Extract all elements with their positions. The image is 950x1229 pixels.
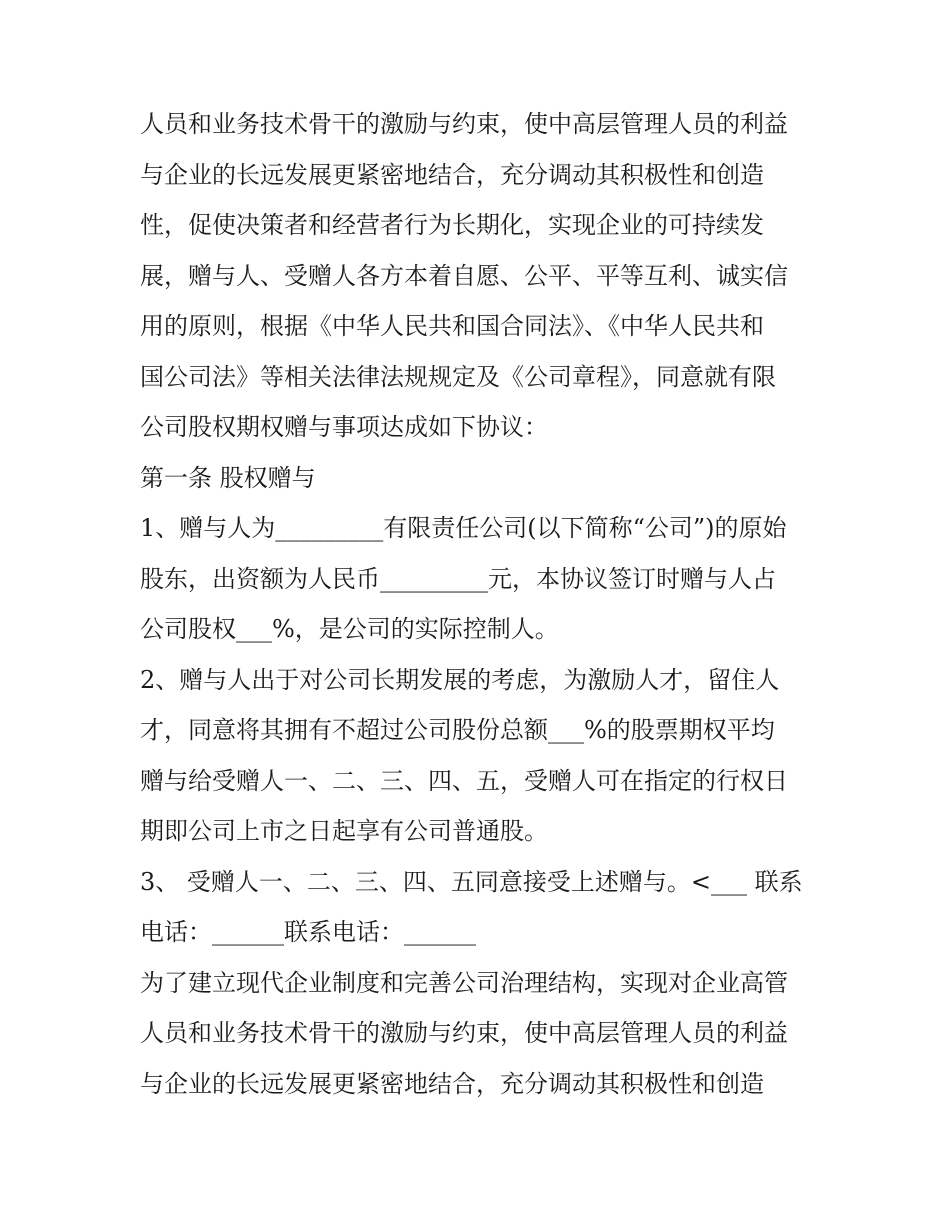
text-line: 国公司法》等相关法律法规规定及《公司章程》，同意就有限	[140, 362, 776, 391]
clause-2-line: 赠与给受赠人一、二、三、四、五，受赠人可在指定的行权日	[140, 766, 788, 795]
contact-line: 电话：______联系电话：______	[140, 918, 476, 946]
text-line: 性，促使决策者和经营者行为长期化，实现企业的可持续发	[140, 211, 764, 239]
clause-1-line: 股东，出资额为人民币_________元，本协议签订时赠与人占	[140, 564, 776, 593]
text-line: 用的原则，根据《中华人民共和国合同法》、《中华人民共和	[140, 312, 764, 340]
text-line: 人员和业务技术骨干的激励与约束，使中高层管理人员的利益	[140, 110, 788, 138]
clause-2-line: 期即公司上市之日起享有公司普通股。	[140, 817, 548, 845]
text-line: 展，赠与人、受赠人各方本着自愿、公平、平等互利、诚实信	[140, 261, 788, 290]
text-line: 与企业的长远发展更紧密地结合，充分调动其积极性和创造	[140, 1069, 764, 1098]
text-line: 与企业的长远发展更紧密地结合，充分调动其积极性和创造	[140, 160, 764, 189]
article-heading: 第一条 股权赠与	[140, 463, 316, 492]
clause-2-line: 2、赠与人出于对公司长期发展的考虑，为激励人才，留住人	[140, 665, 780, 694]
text-line: 为了建立现代企业制度和完善公司治理结构，实现对企业高管	[140, 968, 788, 997]
clause-1-line: 公司股权___%，是公司的实际控制人。	[140, 615, 559, 643]
clause-1-line: 1、赠与人为_________有限责任公司(以下简称“公司”)的原始	[140, 514, 787, 542]
text-line: 人员和业务技术骨干的激励与约束，使中高层管理人员的利益	[140, 1019, 788, 1047]
text-line: 公司股权期权赠与事项达成如下协议：	[140, 413, 548, 441]
document-body	[140, 99, 820, 1109]
clause-3-line: 3、 受赠人一、二、三、四、五同意接受上述赠与。<___ 联系	[140, 867, 803, 896]
clause-2-line: 才，同意将其拥有不超过公司股份总额___%的股票期权平均	[140, 716, 775, 744]
